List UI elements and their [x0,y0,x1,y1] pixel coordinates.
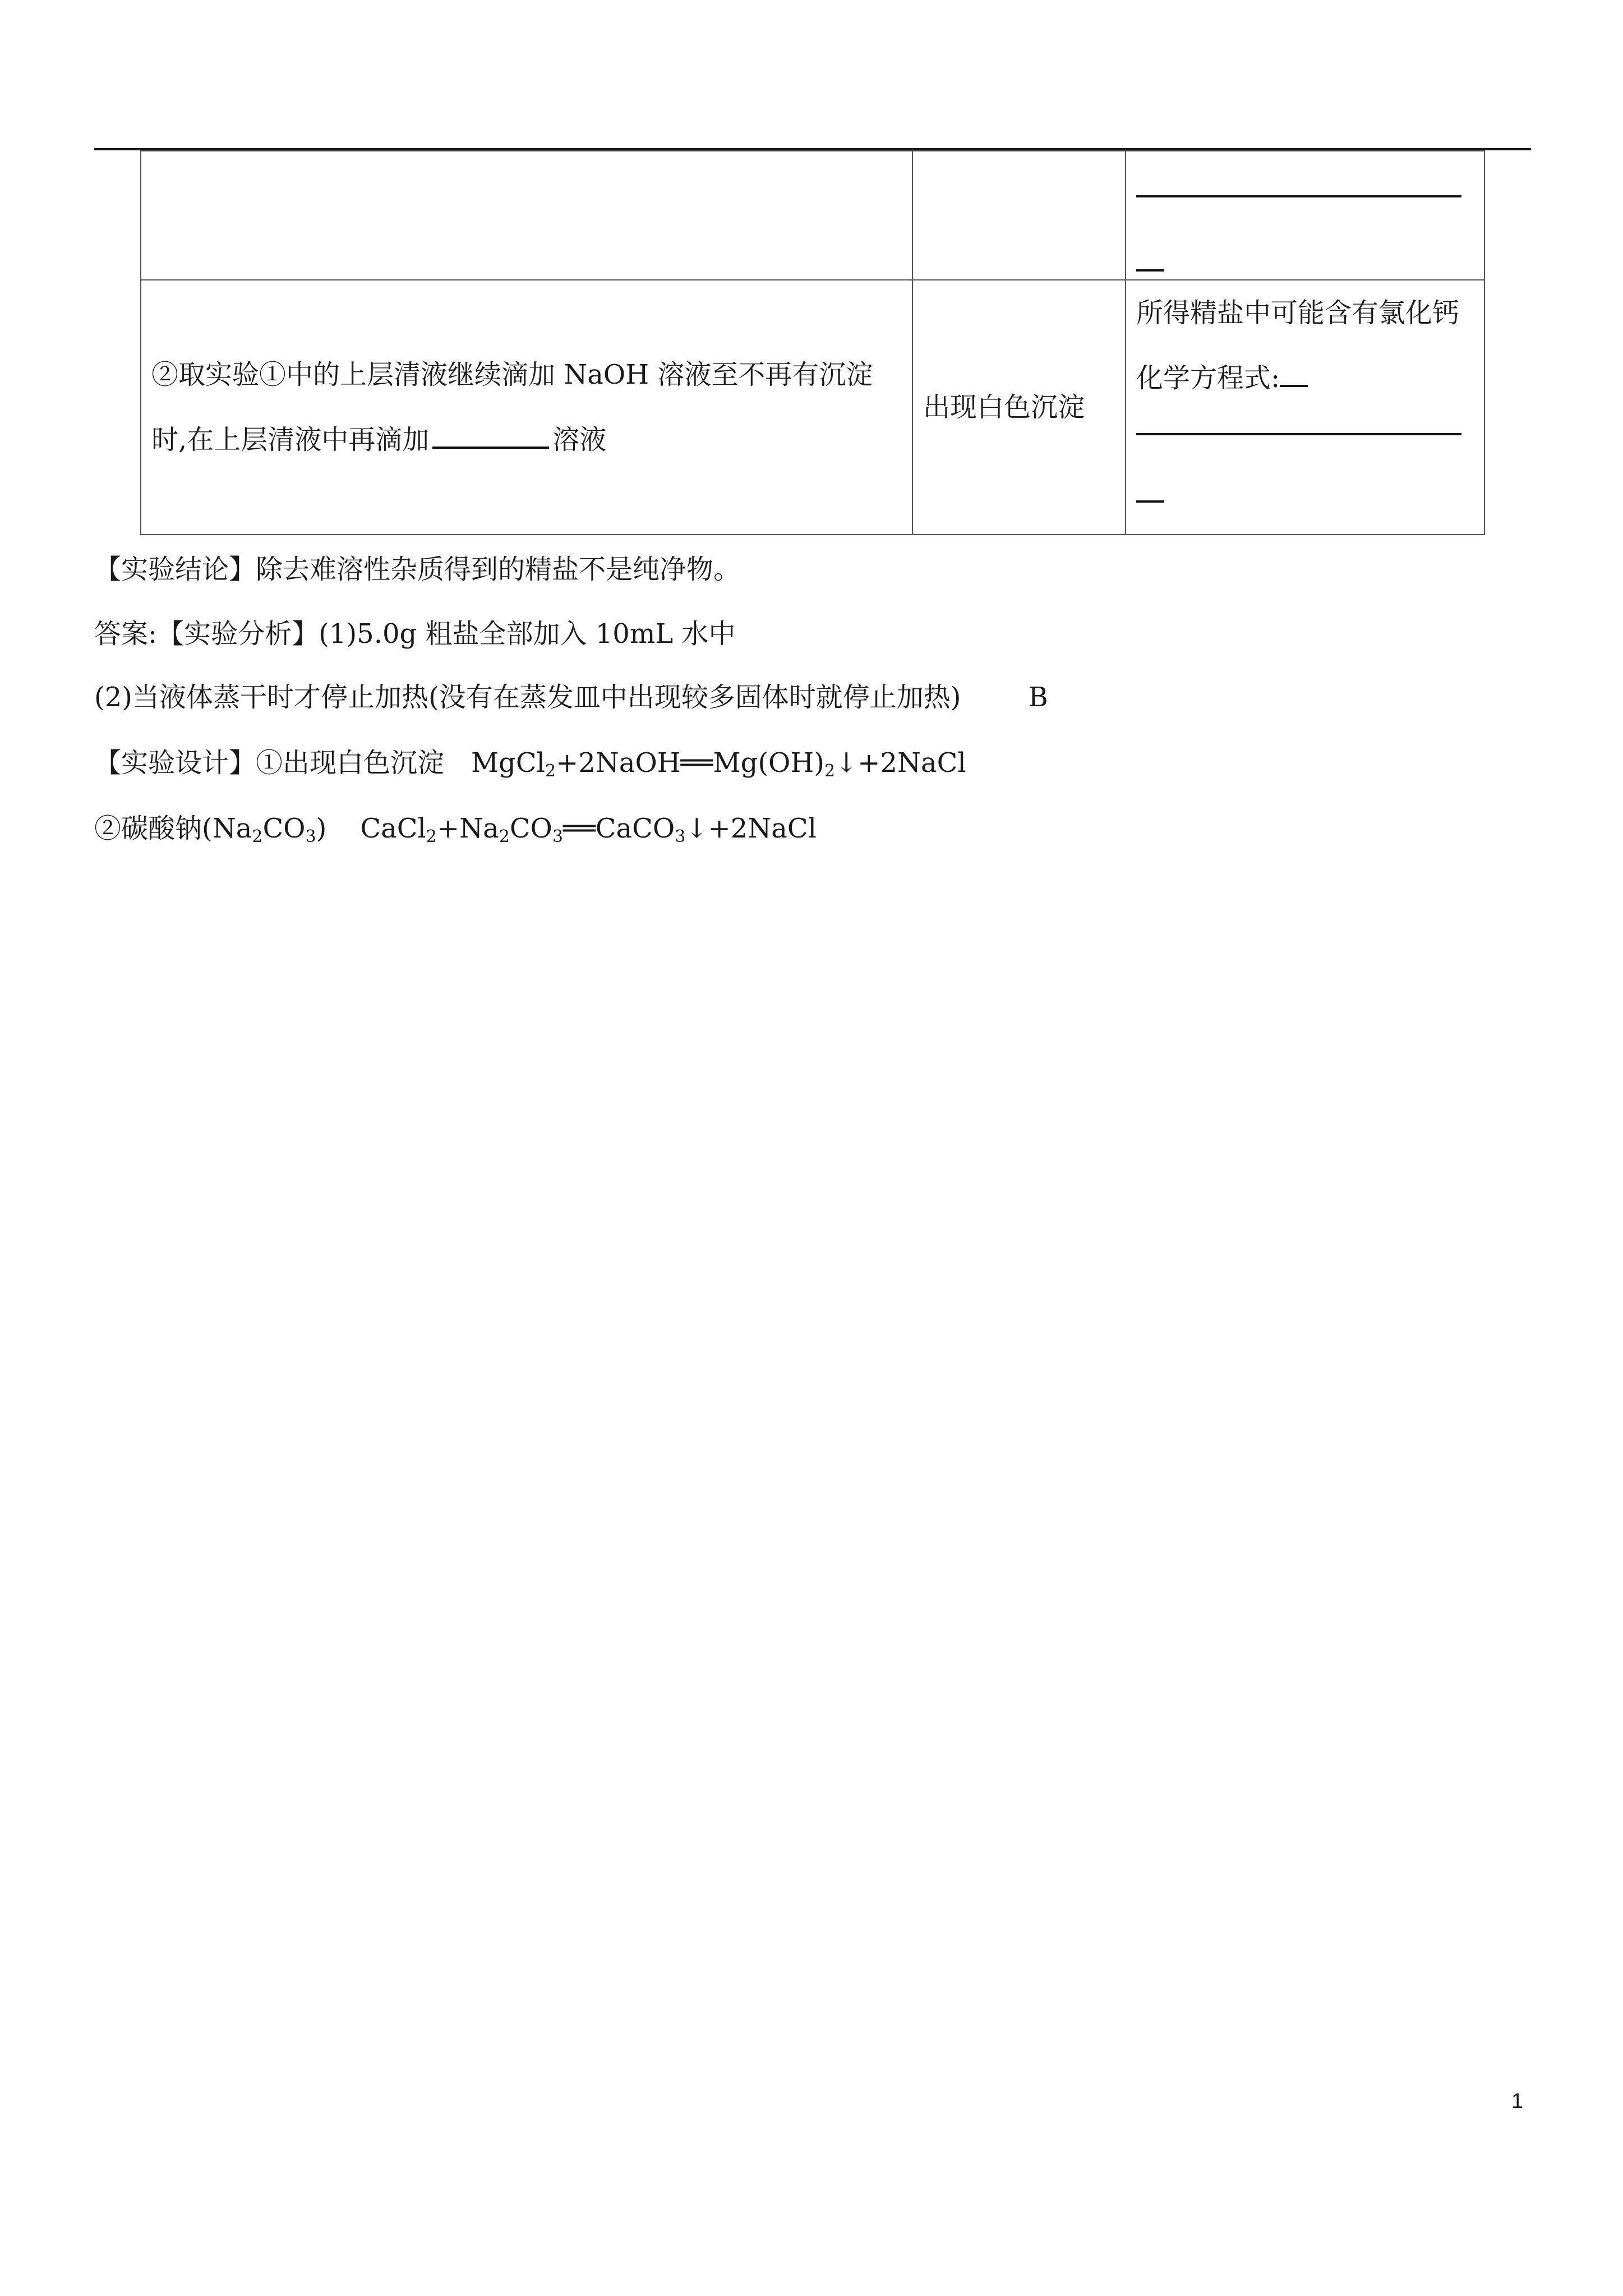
page-number: 1 [1511,2090,1524,2113]
step-text-line1: ②取实验①中的上层清液继续滴加 NaOH 溶液至不再有沉淀 [151,359,873,390]
equation-blank-tail [1136,476,1474,534]
table-cell-conclusion [1126,151,1484,280]
answer-design-1: 【实验设计】①出现白色沉淀 $MgCl_2+2NaOH══Mg(OH)_2↓+2NaCl$ [94,747,966,781]
conclusion-text-line1: 所得精盐中可能含有氯化钙 [1136,297,1460,329]
answer-analysis-1: 答案:【实验分析】(1)5.0g 粗盐全部加入 10mL 水中 [94,618,736,650]
table-cell-conclusion [1126,280,1484,535]
answer-design-2 [94,812,817,845]
experiment-conclusion: 【实验结论】除去难溶性杂质得到的精盐不是纯净物。 [94,554,741,585]
equation-blank-short [1280,385,1308,387]
reagent-name: ②碳酸钠$(Na_2CO_3)$ [94,813,327,846]
table-row [141,151,1484,280]
answer-choice: B [1028,682,1048,713]
equation-mgcl2: $MgCl_2+2NaOH══Mg(OH)_2↓+2NaCl$ [471,747,966,781]
equation-cacl2: $CaCl_2+Na_2CO_3══CaCO_3↓+2NaCl$ [360,813,817,846]
table-cell-phenomenon: 出现白色沉淀 [912,280,1126,535]
conclusion-text-line2: 化学方程式: [1136,346,1474,411]
table-cell-step [141,280,912,535]
table-cell-phenomenon [912,151,1126,280]
answer-blank-line [1136,195,1461,197]
table-row [141,280,1484,535]
answer-blank-short [1136,258,1164,323]
step-text-line2: 时,在上层清液中再滴加 溶液 [151,424,607,455]
table-cell-step [141,151,912,280]
equation-blank-line [1136,411,1474,476]
reagent-blank [432,447,549,449]
experiment-table [140,150,1485,535]
answer-analysis-2: (2)当液体蒸干时才停止加热(没有在蒸发皿中出现较多固体时就停止加热) B [94,682,1048,713]
